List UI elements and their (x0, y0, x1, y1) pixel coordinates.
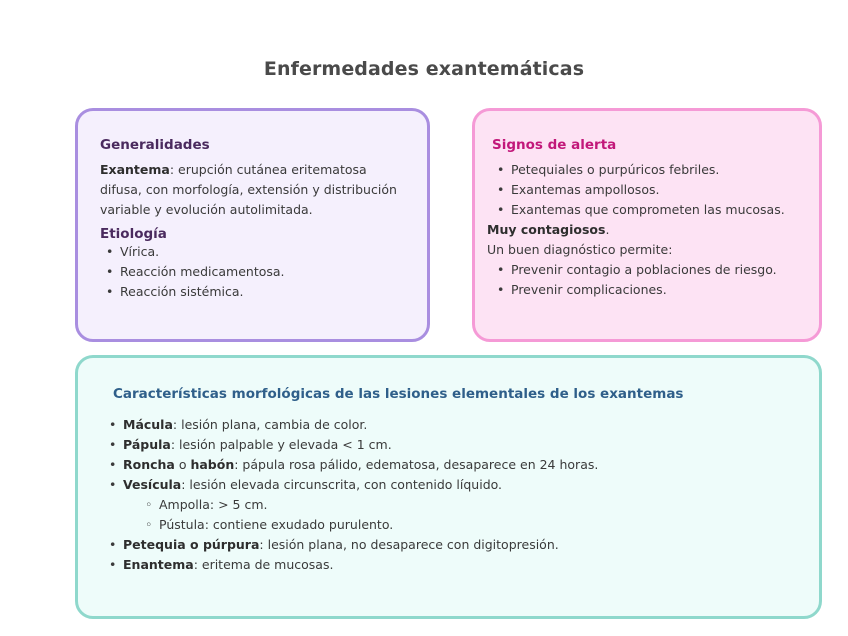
list-item: • Reacción sistémica. (106, 282, 407, 302)
list-item-petequia (109, 535, 799, 555)
list-item-vesicula (109, 475, 799, 535)
contagious-suffix: . (605, 222, 610, 237)
list-item: • Vírica. (106, 242, 407, 262)
list-item: • Reacción medicamentosa. (106, 262, 407, 282)
list-item: • Prevenir contagio a poblaciones de riesgo. (497, 260, 807, 280)
contagious-line (487, 220, 807, 240)
sub-list-item: ◦ Pústula: contiene exudado purulento. (145, 515, 799, 535)
petequia-text: : lesión plana, no desaparece con digitopresión. (259, 537, 559, 552)
list-item: • Exantemas ampollosos. (497, 180, 807, 200)
vesicula-text: : lesión elevada circunscrita, con contenido líquido. (181, 477, 503, 492)
enantema-term: Enantema (123, 557, 194, 572)
caracteristicas-card (75, 355, 822, 619)
contagious-bold: Muy contagiosos (487, 222, 606, 237)
caracteristicas-heading: Características morfológicas de las lesiones elementales de los exantemas (113, 386, 684, 402)
list-item: • Exantemas que comprometen las mucosas. (497, 200, 807, 220)
etiologia-list (106, 242, 407, 302)
diagnosis-text: Un buen diagnóstico permite: (487, 242, 673, 257)
signos-alerta-heading: Signos de alerta (492, 137, 617, 153)
vesicula-term: Vesícula (123, 477, 182, 492)
papula-text: : lesión palpable y elevada < 1 cm. (170, 437, 392, 452)
exantema-definition-text: : erupción cutánea eritematosa difusa, con morfología, extensión y distribución variable y evolución autolimitada. (100, 162, 397, 217)
vesicula-sublist (145, 495, 799, 535)
macula-text: : lesión plana, cambia de color. (172, 417, 368, 432)
petequia-term: Petequia o púrpura (123, 537, 260, 552)
list-item-roncha (109, 455, 799, 475)
list-item-papula (109, 435, 799, 455)
lesiones-list (109, 415, 799, 575)
list-item: • Prevenir complicaciones. (497, 280, 807, 300)
page-title: Enfermedades exantemáticas (263, 58, 585, 80)
roncha-term: Roncha (123, 457, 175, 472)
macula-term: Mácula (123, 417, 173, 432)
signos-alerta-list (497, 160, 807, 220)
papula-term: Pápula (123, 437, 171, 452)
list-item: • Petequiales o purpúricos febriles. (497, 160, 807, 180)
generalidades-heading: Generalidades (100, 137, 210, 153)
generalidades-card (75, 108, 430, 342)
sub-list-item: ◦ Ampolla: > 5 cm. (145, 495, 799, 515)
list-item-macula (109, 415, 799, 435)
roncha-text: : pápula rosa pálido, edematosa, desaparece en 24 horas. (234, 457, 599, 472)
signos-alerta-card (472, 108, 822, 342)
roncha-connector: o (174, 457, 191, 472)
diagnosis-list (497, 260, 807, 300)
list-item-enantema (109, 555, 799, 575)
etiologia-heading: Etiología (100, 226, 167, 242)
exantema-term: Exantema (100, 162, 170, 177)
enantema-text: : eritema de mucosas. (193, 557, 334, 572)
exantema-definition (100, 160, 407, 220)
habon-term: habón (190, 457, 235, 472)
